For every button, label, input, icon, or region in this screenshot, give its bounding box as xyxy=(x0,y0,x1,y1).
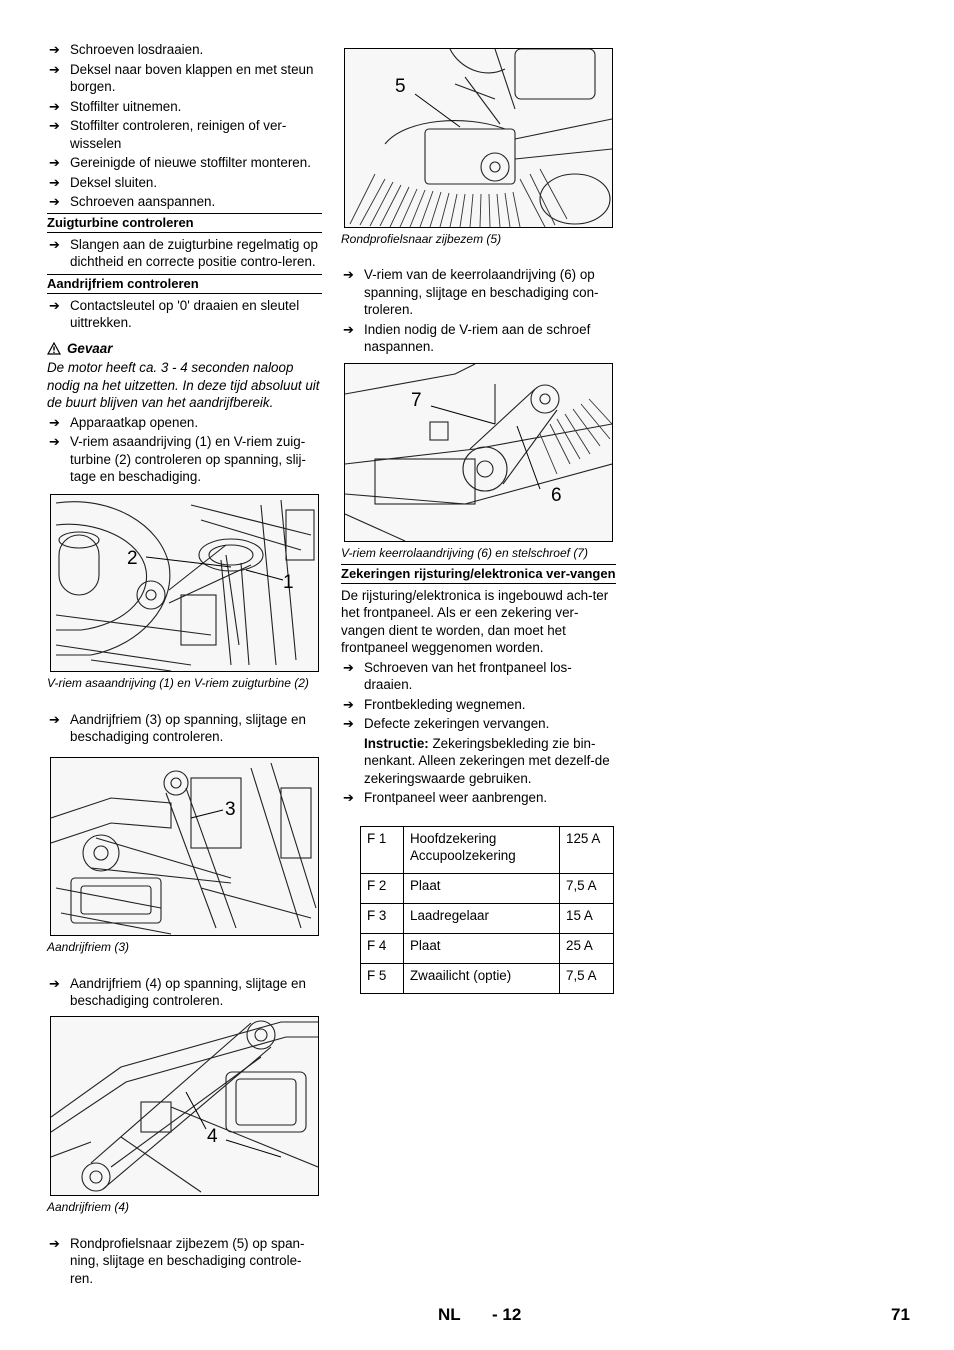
intro-paragraph: De rijsturing/elektronica is ingebouwd ach-ter het frontpaneel. Als er een zekering ver-vangen dient te worden, dan moet het frontpaneel weggenomen worden. xyxy=(341,587,609,655)
warning-triangle-icon xyxy=(47,342,61,355)
figure-caption: Aandrijfriem (3) xyxy=(47,939,130,954)
machine-illustration xyxy=(345,364,612,541)
arrow-right-icon: ➔ xyxy=(49,61,60,77)
instruction-note: Instructie: Zekeringsbekleding zie bin-nenkant. Alleen zekeringen met dezelf-de zekeringswaarde gebruiken. xyxy=(364,735,610,786)
arrow-right-icon: ➔ xyxy=(49,98,60,114)
figure-caption: V-riem keerrolaandrijving (6) en stelschroef (7) xyxy=(341,545,588,560)
table-cell: 7,5 A xyxy=(560,963,614,993)
callout-5: 5 xyxy=(395,76,406,97)
figure-caption: Aandrijfriem (4) xyxy=(47,1199,130,1214)
list-item: ➔ Indien nodig de V-riem aan de schroef naspannen. xyxy=(343,321,591,354)
right-column xyxy=(341,48,616,994)
table-cell: F 3 xyxy=(361,903,404,933)
fuse-table xyxy=(360,826,614,994)
section-heading-turbine: Zuigturbine controleren xyxy=(47,213,322,233)
callout-7: 7 xyxy=(411,389,422,411)
arrow-right-icon: ➔ xyxy=(49,174,60,190)
table-row xyxy=(361,903,614,933)
table-row xyxy=(361,963,614,993)
table-cell: F 1 xyxy=(361,826,404,873)
arrow-right-icon: ➔ xyxy=(49,194,60,209)
arrow-right-icon: ➔ xyxy=(343,696,354,712)
list-item: ➔ Schroeven van het frontpaneel los-draaien. xyxy=(343,659,572,692)
arrow-right-icon: ➔ xyxy=(49,155,60,170)
figure-axle-and-turbine-belts xyxy=(50,494,319,672)
arrow-right-icon: ➔ xyxy=(49,118,60,133)
list-item: ➔ Apparaatkap openen. xyxy=(49,414,199,430)
machine-illustration xyxy=(51,1017,318,1195)
arrow-right-icon: ➔ xyxy=(343,321,354,337)
callout-6: 6 xyxy=(551,484,562,506)
table-cell: Plaat xyxy=(404,933,560,963)
arrow-right-icon: ➔ xyxy=(343,790,354,805)
figure-drive-belt-4 xyxy=(50,1016,319,1196)
arrow-right-icon: ➔ xyxy=(49,1235,60,1251)
table-cell: Laadregelaar xyxy=(404,903,560,933)
list-item: ➔ Contactsleutel op '0' draaien en sleutel uittrekken. xyxy=(49,297,300,330)
list-item: ➔ Deksel sluiten. xyxy=(49,174,158,190)
list-item: ➔ Gereinigde of nieuwe stoffilter monteren. xyxy=(49,155,311,170)
page-number: 71 xyxy=(891,1305,910,1324)
warning-text: De motor heeft ca. 3 - 4 seconden naloop nodig na het uitzetten. In deze tijd absoluut uit de buurt blijven van het aandrijfbereik. xyxy=(47,360,320,410)
table-row xyxy=(361,873,614,903)
list-item: ➔ Deksel naar boven klappen en met steun borgen. xyxy=(49,61,314,94)
figure-drive-belt-3 xyxy=(50,757,319,936)
footer-language: NL xyxy=(438,1305,461,1324)
arrow-right-icon: ➔ xyxy=(49,236,60,252)
arrow-right-icon: ➔ xyxy=(343,716,354,731)
warning-heading: Gevaar xyxy=(47,340,322,358)
list-item: ➔ V-riem asaandrijving (1) en V-riem zuig-turbine (2) controleren op spanning, slij-tage en beschadiging. xyxy=(49,434,306,484)
machine-illustration xyxy=(345,49,612,227)
callout-4: 4 xyxy=(207,1125,218,1147)
arrow-right-icon: ➔ xyxy=(49,42,60,57)
list-item: ➔ V-riem van de keerrolaandrijving (6) op spanning, slijtage en beschadiging con-troleren. xyxy=(343,267,599,317)
arrow-right-icon: ➔ xyxy=(49,711,60,727)
list-item: ➔ Rondprofielsnaar zijbezem (5) op span-ning, slijtage en beschadiging controle-ren. xyxy=(49,1235,305,1286)
arrow-right-icon: ➔ xyxy=(343,267,354,282)
list-item: ➔ Stoffilter uitnemen. xyxy=(49,98,182,114)
figure-caption: Rondprofielsnaar zijbezem (5) xyxy=(341,232,502,246)
table-row xyxy=(361,826,614,873)
table-cell: 7,5 A xyxy=(560,873,614,903)
arrow-right-icon: ➔ xyxy=(49,975,60,991)
section-heading-drive-belt: Aandrijfriem controleren xyxy=(47,274,322,294)
callout-3: 3 xyxy=(225,798,236,820)
table-cell: F 2 xyxy=(361,873,404,903)
arrow-right-icon: ➔ xyxy=(343,659,354,675)
callout-2: 2 xyxy=(127,547,138,569)
table-row xyxy=(361,933,614,963)
figure-side-broom-belt-5 xyxy=(344,48,613,228)
arrow-right-icon: ➔ xyxy=(49,414,60,430)
figure-caption: V-riem asaandrijving (1) en V-riem zuigturbine (2) xyxy=(47,675,309,690)
table-cell: F 4 xyxy=(361,933,404,963)
list-item: ➔ Aandrijfriem (3) op spanning, slijtage en beschadiging controleren. xyxy=(49,711,306,744)
list-item: ➔ Frontpaneel weer aanbrengen. xyxy=(343,790,548,805)
table-cell: F 5 xyxy=(361,963,404,993)
callout-1: 1 xyxy=(283,571,294,593)
table-cell: 25 A xyxy=(560,933,614,963)
section-heading-fuses: Zekeringen rijsturing/elektronica ver-vangen xyxy=(341,564,616,584)
list-item: ➔ Frontbekleding wegnemen. xyxy=(343,696,526,712)
list-item: ➔ Defecte zekeringen vervangen. xyxy=(343,716,550,731)
list-item: ➔ Schroeven aanspannen. xyxy=(49,194,216,209)
list-item: ➔ Slangen aan de zuigturbine regelmatig op dichtheid en correcte positie contro-leren. xyxy=(49,236,318,269)
machine-illustration xyxy=(51,495,318,671)
table-cell: 15 A xyxy=(560,903,614,933)
table-cell: Hoofdzekering Accupoolzekering xyxy=(404,826,560,873)
footer-sub-page: - 12 xyxy=(492,1305,522,1324)
arrow-right-icon: ➔ xyxy=(49,434,60,449)
list-item: ➔ Aandrijfriem (4) op spanning, slijtage en beschadiging controleren. xyxy=(49,975,306,1008)
table-cell: Plaat xyxy=(404,873,560,903)
table-cell: 125 A xyxy=(560,826,614,873)
figure-roller-drive-belt-6 xyxy=(344,363,613,542)
machine-illustration xyxy=(51,758,318,935)
left-column xyxy=(47,41,322,1289)
list-item: ➔ Stoffilter controleren, reinigen of ver-wisselen xyxy=(49,118,287,151)
table-cell: Zwaailicht (optie) xyxy=(404,963,560,993)
list-item: ➔ Schroeven losdraaien. xyxy=(49,42,204,57)
arrow-right-icon: ➔ xyxy=(49,297,60,313)
